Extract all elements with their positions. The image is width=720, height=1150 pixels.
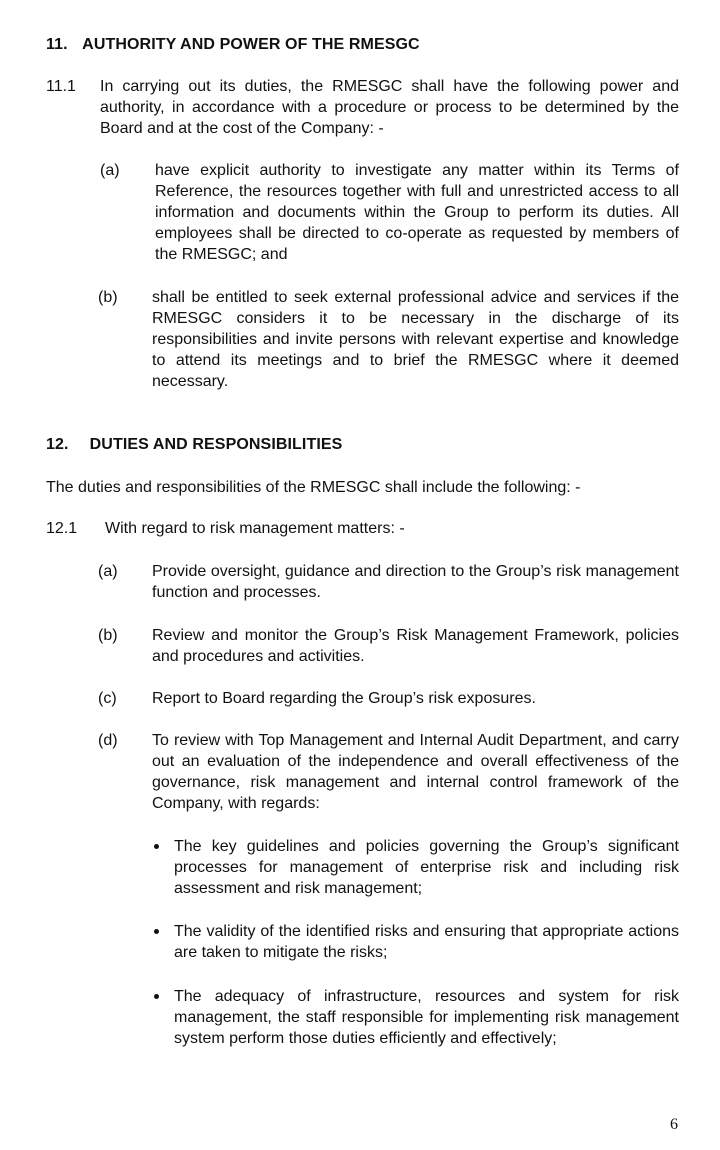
clause-11-1-text: In carrying out its duties, the RMESGC shall have the following power and authority, in accordance with a procedure or process to be determined by the Board and at the cost of the Company: - (100, 78, 679, 137)
clause-11-1-number: 11.1 (46, 78, 76, 95)
bullet-icon (154, 929, 159, 934)
clause-12-1-number: 12.1 (46, 520, 78, 537)
section-12-title: DUTIES AND RESPONSIBILITIES (89, 436, 343, 453)
bullet-item-3: The adequacy of infrastructure, resources and system for risk management, the staff responsible for implementing risk management system perform those duties efficiently and effectively; (174, 988, 679, 1047)
clause-12-1-a-marker: (a) (98, 563, 118, 580)
section-12-intro: The duties and responsibilities of the RMESGC shall include the following: - (46, 479, 581, 496)
clause-12-1-a-text: Provide oversight, guidance and direction to the Group’s risk management function and processes. (152, 563, 679, 601)
section-11-number: 11. (46, 36, 68, 53)
clause-12-1-c-marker: (c) (98, 690, 117, 707)
clause-12-1-b-text: Review and monitor the Group’s Risk Management Framework, policies and procedures and activities. (152, 627, 679, 665)
clause-11-1-a-marker: (a) (100, 162, 120, 179)
clause-11-1-b-marker: (b) (98, 289, 118, 306)
clause-11-1-a-text: have explicit authority to investigate any matter within its Terms of Reference, the resources together with full and unrestricted access to all information and documents within the Group to perform its duties. All employees shall be directed to co-operate as requested by members of the RMESGC; and (155, 162, 679, 263)
bullet-icon (154, 994, 159, 999)
bullet-item-1: The key guidelines and policies governing the Group’s significant processes for management of enterprise risk and including risk assessment and risk management; (174, 838, 679, 897)
clause-12-1-c-text: Report to Board regarding the Group’s risk exposures. (152, 690, 536, 707)
clause-12-1-text: With regard to risk management matters: - (105, 520, 405, 537)
clause-12-1-d-marker: (d) (98, 732, 118, 749)
section-12-heading (46, 434, 342, 455)
section-12-number: 12. (46, 436, 69, 453)
clause-11-1-b-text: shall be entitled to seek external professional advice and services if the RMESGC considers it to be necessary in the discharge of its responsibilities and invite persons with relevant expertise and knowledge to attend its meetings and to brief the RMESGC where it deemed necessary. (152, 289, 679, 390)
page-number: 6 (670, 1116, 678, 1133)
bullet-icon (154, 844, 159, 849)
clause-12-1-b-marker: (b) (98, 627, 118, 644)
bullet-item-2: The validity of the identified risks and ensuring that appropriate actions are taken to mitigate the risks; (174, 923, 679, 961)
section-11-title: AUTHORITY AND POWER OF THE RMESGC (82, 36, 420, 53)
clause-12-1-d-text: To review with Top Management and Internal Audit Department, and carry out an evaluation of the independence and overall effectiveness of the governance, risk management and internal control framework of the Company, with regards: (152, 732, 679, 812)
section-11-heading (46, 34, 420, 55)
